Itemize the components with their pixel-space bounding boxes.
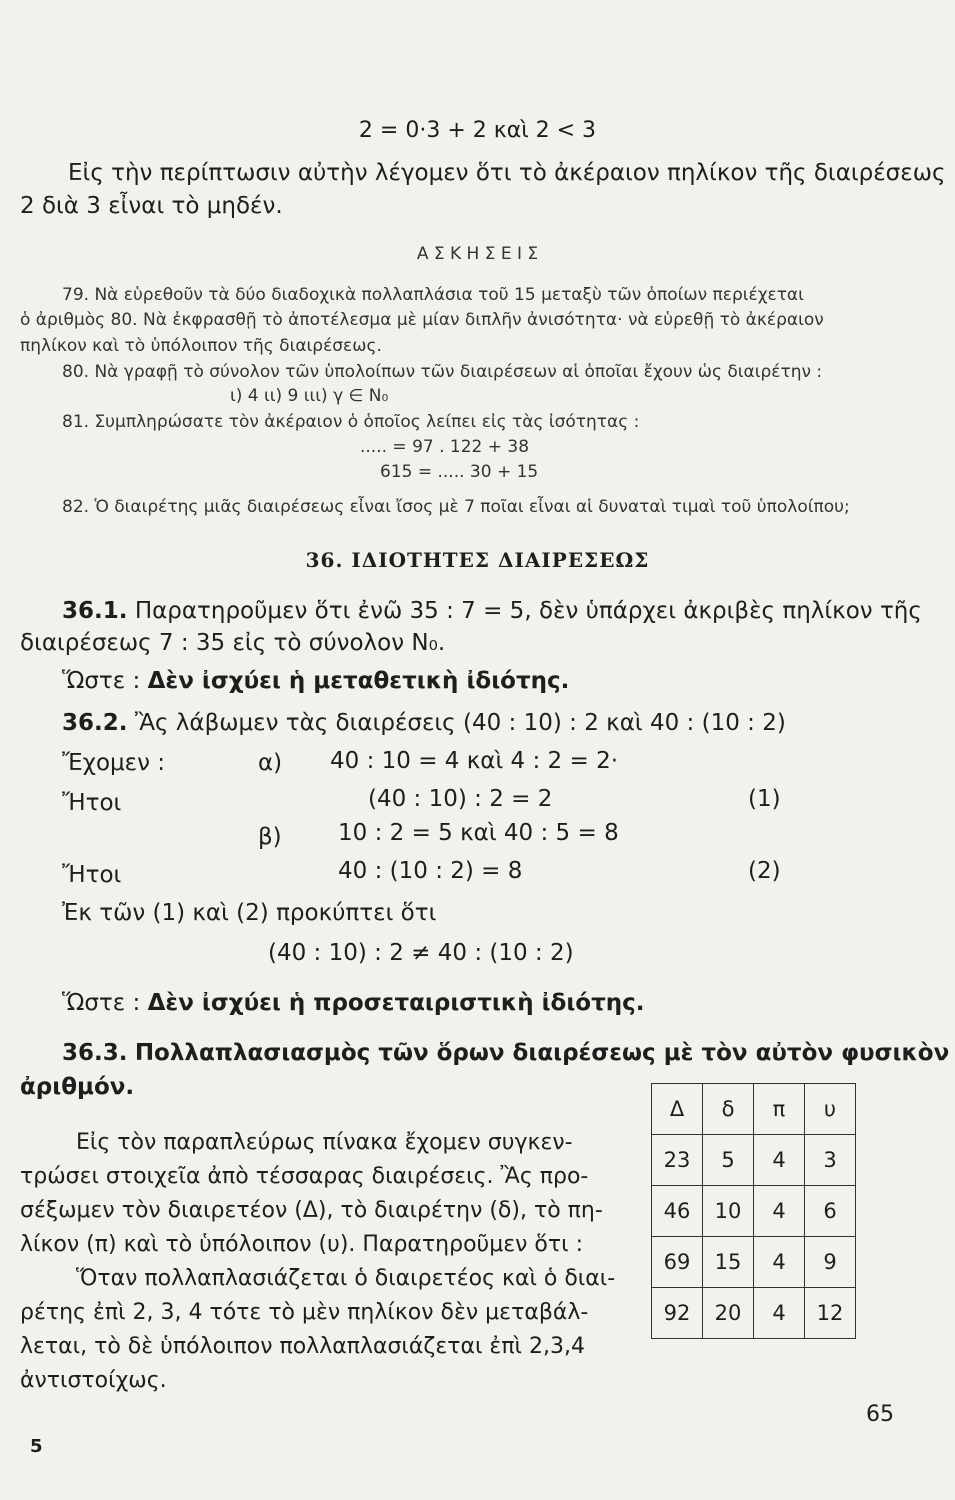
section-title: 36. ΙΔΙΟΤΗΤΕΣ ΔΙΑΙΡΕΣΕΩΣ xyxy=(305,548,650,572)
intro-equation: 2 = 0·3 + 2 καὶ 2 < 3 xyxy=(358,118,597,143)
table-header-cell: π xyxy=(754,1084,805,1135)
p362-line-1 xyxy=(62,710,786,736)
table-cell: 3 xyxy=(805,1135,856,1186)
p362-text-1: Ἂς λάβωμεν τὰς διαιρέσεις (40 : 10) : 2 καὶ 40 : (10 : 2) xyxy=(134,710,786,736)
table-cell: 12 xyxy=(805,1288,856,1339)
p363-body-line: λίκον (π) καὶ τὸ ὑπόλοιπον (υ). Παρατηροῦμεν ὅτι : xyxy=(20,1232,583,1257)
p362-itoi-2: Ἤτοι xyxy=(62,862,122,888)
p363-title-text-1: Πολλαπλασιασμὸς τῶν ὅρων διαιρέσεως μὲ τὸν αὐτὸν φυσικὸν xyxy=(134,1040,950,1066)
p362-result-eq: (40 : 10) : 2 ≠ 40 : (10 : 2) xyxy=(268,940,574,966)
table-cell: 4 xyxy=(754,1135,805,1186)
exercise-81-eq-2: 615 = ..... 30 + 15 xyxy=(380,462,539,482)
exercise-79-line-2: ὁ ἀριθμὸς 80. Νὰ ἐκφρασθῇ τὸ ἀποτέλεσμα μὲ μίαν διπλῆν ἀνισότητα· νὰ εὑρεθῇ τὸ ἀκέραιον xyxy=(20,310,824,330)
page-number: 65 xyxy=(866,1402,894,1427)
table-row xyxy=(652,1237,856,1288)
exercise-81-eq-1: ..... = 97 . 122 + 38 xyxy=(360,437,530,457)
division-table xyxy=(651,1083,856,1339)
signature-mark: 5 xyxy=(30,1436,43,1457)
table-cell: 4 xyxy=(754,1288,805,1339)
p361-line-2: διαιρέσεως 7 : 35 εἰς τὸ σύνολον N₀. xyxy=(20,630,446,656)
p363-body-line: ἀντιστοίχως. xyxy=(20,1368,167,1393)
p361-conclusion xyxy=(62,668,569,694)
p362-tag-2: (2) xyxy=(748,858,781,884)
table-header-cell: δ xyxy=(703,1084,754,1135)
p362-case-b-eq: 10 : 2 = 5 καὶ 40 : 5 = 8 xyxy=(338,820,619,846)
p363-body-line: Ὅταν πολλαπλασιάζεται ὁ διαιρετέος καὶ ὁ διαι- xyxy=(76,1266,616,1291)
p361-number: 36.1. xyxy=(62,598,128,624)
p363-number: 36.3. xyxy=(62,1040,128,1066)
table-header-row xyxy=(652,1084,856,1135)
table-cell: 23 xyxy=(652,1135,703,1186)
p363-body-line: Εἰς τὸν παραπλεύρως πίνακα ἔχομεν συγκεν- xyxy=(76,1130,573,1155)
exercise-79-line-3: πηλίκον καὶ τὸ ὑπόλοιπον τῆς διαιρέσεως. xyxy=(20,336,382,356)
p362-case-a: α) xyxy=(258,750,283,776)
table-cell: 6 xyxy=(805,1186,856,1237)
table-cell: 5 xyxy=(703,1135,754,1186)
p361-conclusion-prefix: Ὥστε : xyxy=(62,668,141,694)
table-cell: 69 xyxy=(652,1237,703,1288)
exercise-80-options: ι) 4 ιι) 9 ιιι) γ ∈ N₀ xyxy=(230,386,389,406)
table-cell: 4 xyxy=(754,1186,805,1237)
intro-line-1: Εἰς τὴν περίπτωσιν αὐτὴν λέγομεν ὅτι τὸ ἀκέραιον πηλίκον τῆς διαιρέσεως xyxy=(68,160,946,186)
table-row xyxy=(652,1135,856,1186)
p362-conclusion-text: Δὲν ἰσχύει ἡ προσεταιριστικὴ ἰδιότης. xyxy=(147,990,645,1016)
exercise-80-line-1: 80. Νὰ γραφῇ τὸ σύνολον τῶν ὑπολοίπων τῶν διαιρέσεων αἱ ὁποῖαι ἔχουν ὡς διαιρέτην : xyxy=(62,362,823,382)
table-header-cell: υ xyxy=(805,1084,856,1135)
p363-body-line: σέξωμεν τὸν διαιρετέον (Δ), τὸ διαιρέτην (δ), τὸ πη- xyxy=(20,1198,603,1223)
p363-body-line: ρέτης ἐπὶ 2, 3, 4 τότε τὸ μὲν πηλίκον δὲν μεταβάλ- xyxy=(20,1300,589,1325)
exercise-79-line-1: 79. Νὰ εὑρεθοῦν τὰ δύο διαδοχικὰ πολλαπλάσια τοῦ 15 μεταξὺ τῶν ὁποίων περιέχεται xyxy=(62,285,804,305)
p362-from: Ἐκ τῶν (1) καὶ (2) προκύπτει ὅτι xyxy=(62,900,437,926)
p362-number: 36.2. xyxy=(62,710,128,736)
p363-title-line-2: ἀριθμόν. xyxy=(20,1074,135,1100)
p362-case-b: β) xyxy=(258,824,282,850)
p362-conclusion xyxy=(62,990,645,1016)
p362-echomen: Ἔχομεν : xyxy=(62,750,165,776)
exercises-heading: Α Σ Κ Η Σ Ε Ι Σ xyxy=(416,244,539,264)
table-header-cell: Δ xyxy=(652,1084,703,1135)
table-cell: 15 xyxy=(703,1237,754,1288)
p362-itoi-2-eq: 40 : (10 : 2) = 8 xyxy=(338,858,523,884)
exercise-82: 82. Ὁ διαιρέτης μιᾶς διαιρέσεως εἶναι ἴσος μὲ 7 ποῖαι εἶναι αἱ δυναταὶ τιμαὶ τοῦ ὑπολοίπου; xyxy=(62,497,850,517)
p362-itoi-1-eq: (40 : 10) : 2 = 2 xyxy=(368,786,553,812)
table-cell: 46 xyxy=(652,1186,703,1237)
table-cell: 20 xyxy=(703,1288,754,1339)
p361-line-1 xyxy=(62,598,922,624)
exercise-81-line-1: 81. Συμπληρώσατε τὸν ἀκέραιον ὁ ὁποῖος λείπει εἰς τὰς ἰσότητας : xyxy=(62,412,640,432)
table-cell: 10 xyxy=(703,1186,754,1237)
p362-conclusion-prefix: Ὥστε : xyxy=(62,990,141,1016)
p361-text-1: Παρατηροῦμεν ὅτι ἐνῶ 35 : 7 = 5, δὲν ὑπάρχει ἀκριβὲς πηλίκον τῆς xyxy=(134,598,922,624)
p363-body-line: τρώσει στοιχεῖα ἀπὸ τέσσαρας διαιρέσεις. Ἂς προ- xyxy=(20,1164,589,1189)
p362-itoi-1: Ἤτοι xyxy=(62,790,122,816)
table-row xyxy=(652,1288,856,1339)
p361-conclusion-text: Δὲν ἰσχύει ἡ μεταθετικὴ ἰδιότης. xyxy=(147,668,570,694)
p363-body-line: λεται, τὸ δὲ ὑπόλοιπον πολλαπλασιάζεται ἐπὶ 2,3,4 xyxy=(20,1334,585,1359)
p362-case-a-eq: 40 : 10 = 4 καὶ 4 : 2 = 2· xyxy=(330,748,619,774)
p363-title-line-1 xyxy=(62,1040,949,1066)
table-row xyxy=(652,1186,856,1237)
table-cell: 9 xyxy=(805,1237,856,1288)
intro-line-2: 2 διὰ 3 εἶναι τὸ μηδέν. xyxy=(20,193,283,219)
table-cell: 92 xyxy=(652,1288,703,1339)
table-cell: 4 xyxy=(754,1237,805,1288)
p362-tag-1: (1) xyxy=(748,786,781,812)
